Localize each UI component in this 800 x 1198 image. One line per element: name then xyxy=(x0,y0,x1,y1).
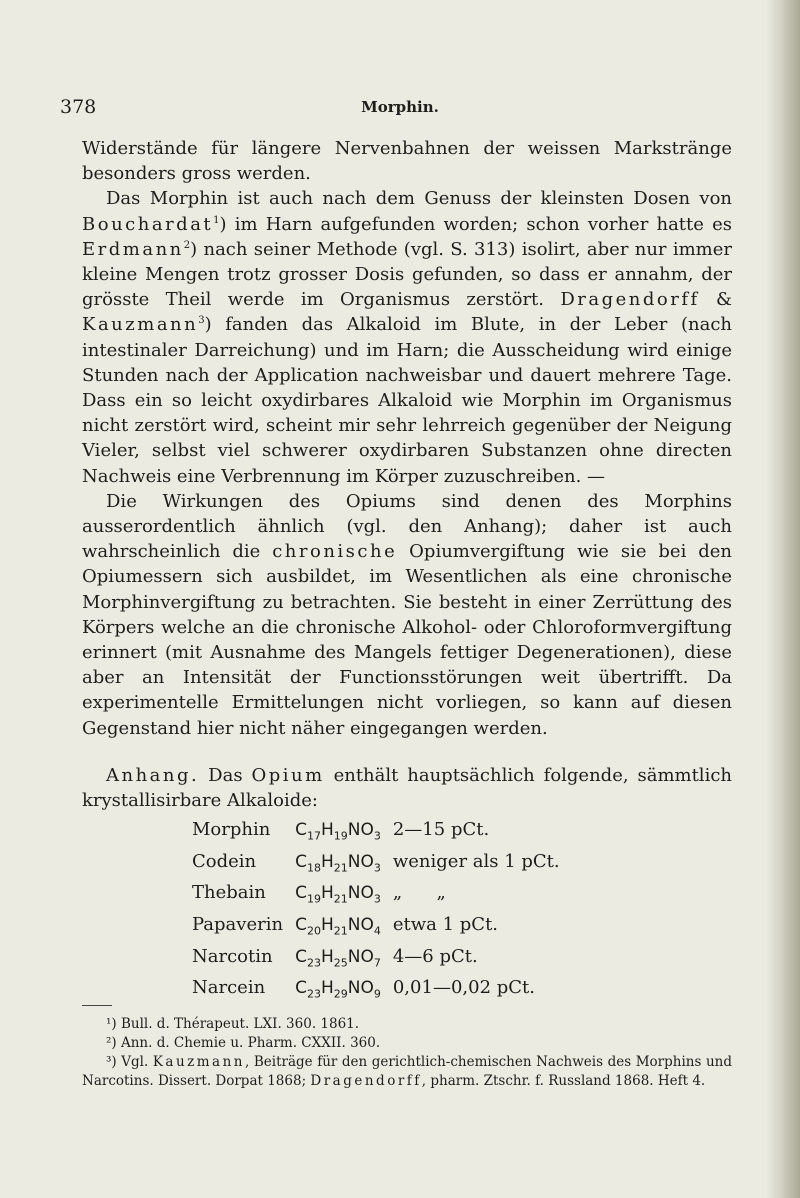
alkaloid-table xyxy=(192,817,572,1007)
author-name: Bouchardat xyxy=(82,213,214,235)
alkaloid-row xyxy=(192,817,572,849)
alkaloid-formula: $C_{23}H_{29}NO_9$ xyxy=(295,978,381,1001)
alkaloid-amount: 4—6 pCt. xyxy=(392,945,478,967)
alkaloid-row xyxy=(192,849,572,881)
paragraph-3: Die Wirkungen des Opiums sind denen des Morphins ausserordentlich ähnlich (vgl. den Anhang); daher ist auch wahrscheinlich die chronische Opiumvergiftung wie sie bei den Opiumessern sich ausbildet, im Wesentlichen als eine chronische Morphinvergiftung zu betrachten. Sie besteht in einer Zerrüttung des Körpers welche an die chronische Alkohol- oder Chloroformvergiftung erinnert (mit Ausnahme des Mangels fettiger Degenerationen), diese aber an Intensität der Functionsstörungen weit übertrifft. Da experimentelle Ermittelungen nicht vorliegen, so kann auf diesen Gegenstand hier nicht näher eingegangen werden. xyxy=(82,490,733,739)
page-header xyxy=(60,96,740,122)
page-number: 378 xyxy=(60,96,97,118)
running-head: Morphin. xyxy=(361,98,439,116)
alkaloid-formula: $C_{20}H_{21}NO_4$ xyxy=(295,915,381,938)
alkaloid-name: Narcotin xyxy=(192,945,273,967)
paragraph-anhang: Anhang. Das Opium enthält hauptsächlich folgende, sämmtlich krystallisirbare Alkaloide: xyxy=(82,764,732,812)
alkaloid-name: Narcein xyxy=(192,977,266,999)
alkaloid-formula: $C_{18}H_{21}NO_3$ xyxy=(295,851,381,875)
author-name: Kauzmann xyxy=(82,314,199,336)
alkaloid-row xyxy=(192,912,572,944)
alkaloid-name: Papaverin xyxy=(192,914,284,936)
alkaloid-formula: $C_{23}H_{25}NO_7$ xyxy=(295,946,381,970)
alkaloid-formula: $C_{19}H_{21}NO_3$ xyxy=(295,883,381,906)
page-edge-shadow xyxy=(766,0,800,1198)
paragraph-1: Widerstände für längere Nervenbahnen der weissen Markstränge besonders gross werden. xyxy=(82,138,732,185)
opium-term: Opium xyxy=(251,764,325,786)
footnote-3: ³) Vgl. Kauzmann, Beiträge für den gerichtlich-chemischen Nachweis des Morphins und Narcotins. Dissert. Dorpat 1868; Dragendorff, pharm. Ztschr. f. Russland 1868. Heft 4. xyxy=(82,1054,732,1089)
alkaloid-formula: $C_{17}H_{19}NO_3$ xyxy=(295,820,381,843)
alkaloid-name: Codein xyxy=(192,850,257,872)
footnote-ref: 2 xyxy=(183,239,191,251)
paragraph-2: Das Morphin ist auch nach dem Genuss der kleinsten Dosen von Bouchardat$^1$) im Harn aufgefunden worden; schon vorher hatte es Erdmann$^2$) nach seiner Methode (vgl. S. 313) isolirt, aber nur immer kleine Mengen trotz grosser Dosis gefunden, so dass er annahm, der grösste Theil werde im Organismus zerstört. Dragendorff & Kauzmann$^3$) fanden das Alkaloid im Blute, in der Leber (nach intestinaler Darreichung) und im Harn; die Ausscheidung wird einige Stunden nach der Application nachweisbar und dauert mehrere Tage. Dass ein so leicht oxydirbares Alkaloid wie Morphin im Organismus nicht zerstört wird, scheint mir sehr lehrreich gegenüber der Neigung Vieler, selbst viel schwerer oxydirbaren Substanzen ohne directen Nachweis eine Verbrennung im Körper zuzuschreiben. — xyxy=(82,188,732,487)
alkaloid-row xyxy=(192,944,572,976)
author-name: Erdmann xyxy=(82,238,184,260)
footnotes xyxy=(82,1015,732,1091)
alkaloid-row xyxy=(192,975,572,1007)
alkaloid-amount: 0,01—0,02 pCt. xyxy=(392,977,535,999)
anhang-label: Anhang. xyxy=(106,764,200,786)
alkaloid-amount: etwa 1 pCt. xyxy=(392,914,499,936)
author-name: Dragendorff xyxy=(310,1073,422,1089)
alkaloid-amount: „ „ xyxy=(392,882,446,904)
alkaloid-row xyxy=(192,880,572,912)
author-name: Dragendorff xyxy=(560,289,700,311)
emphasis-term: chronische xyxy=(272,541,398,563)
alkaloid-name: Thebain xyxy=(192,882,266,904)
main-text xyxy=(82,136,732,1007)
alkaloid-amount: weniger als 1 pCt. xyxy=(392,850,560,872)
footnote-2: ²) Ann. d. Chemie u. Pharm. CXXII. 360. xyxy=(106,1035,381,1051)
author-name: Kauzmann xyxy=(152,1054,245,1070)
alkaloid-name: Morphin xyxy=(192,819,271,841)
footnote-ref: 1 xyxy=(213,214,220,226)
footnote-ref: 3 xyxy=(198,315,205,327)
footnote-rule xyxy=(82,1005,112,1006)
footnote-1: ¹) Bull. d. Thérapeut. LXI. 360. 1861. xyxy=(106,1016,360,1032)
alkaloid-amount: 2—15 pCt. xyxy=(392,819,490,841)
